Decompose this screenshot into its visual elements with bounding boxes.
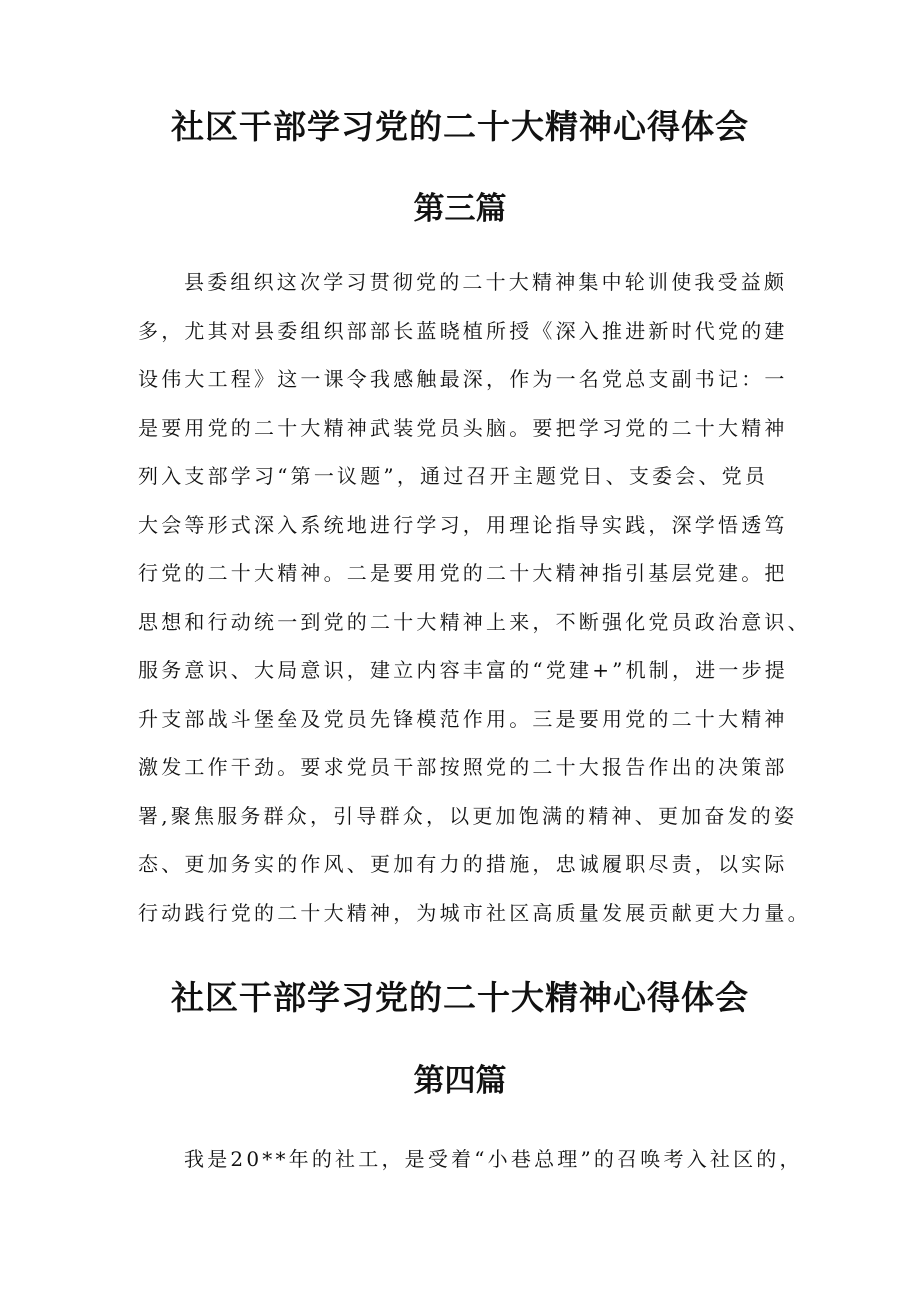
paragraph-line: 署,聚焦服务群众，引导群众，以更加饱满的精神、更加奋发的姿: [138, 803, 798, 828]
paragraph-line: 列入支部学习“第一议题”，通过召开主题党日、支委会、党员: [138, 464, 769, 488]
paragraph-line: 行党的二十大精神。二是要用党的二十大精神指引基层党建。把: [138, 561, 788, 585]
section-3-paragraph: [138, 258, 811, 937]
paragraph-line: 激发工作干劲。要求党员干部按照党的二十大报告作出的决策部: [138, 755, 788, 779]
section-4-title: 社区干部学习党的二十大精神心得体会: [171, 978, 749, 1017]
section-3-subtitle: 第三篇: [413, 191, 507, 227]
paragraph-line: 升支部战斗堡垒及党员先锋模范作用。三是要用党的二十大精神: [138, 706, 788, 731]
paragraph-line: 服务意识、大局意识，建立内容丰富的“党建+”机制，进一步提: [138, 658, 789, 682]
paragraph-line: 态、更加务实的作风、更加有力的措施，忠诚履职尽责，以实际: [138, 852, 788, 876]
paragraph-line: 多，尤其对县委组织部部长蓝晓植所授《深入推进新时代党的建: [138, 318, 788, 343]
paragraph-line: 是要用党的二十大精神武装党员头脑。要把学习党的二十大精神: [138, 415, 788, 440]
paragraph-line: 设伟大工程》这一课令我感触最深，作为一名党总支副书记：一: [138, 367, 788, 391]
paragraph-line: 我是20**年的社工，是受着“小巷总理”的召唤考入社区的，: [184, 1147, 803, 1171]
paragraph-line: 行动践行党的二十大精神，为城市社区高质量发展贡献更大力量。: [138, 900, 811, 925]
section-4-paragraph: [138, 1135, 803, 1184]
section-4-subtitle: 第四篇: [413, 1063, 507, 1099]
paragraph-line: 大会等形式深入系统地进行学习，用理论指导实践，深学悟透笃: [138, 512, 788, 537]
section-3-title: 社区干部学习党的二十大精神心得体会: [171, 107, 749, 146]
paragraph-line: 县委组织这次学习贯彻党的二十大精神集中轮训使我受益颇: [184, 270, 788, 294]
paragraph-line: 思想和行动统一到党的二十大精神上来，不断强化党员政治意识、: [138, 609, 811, 634]
